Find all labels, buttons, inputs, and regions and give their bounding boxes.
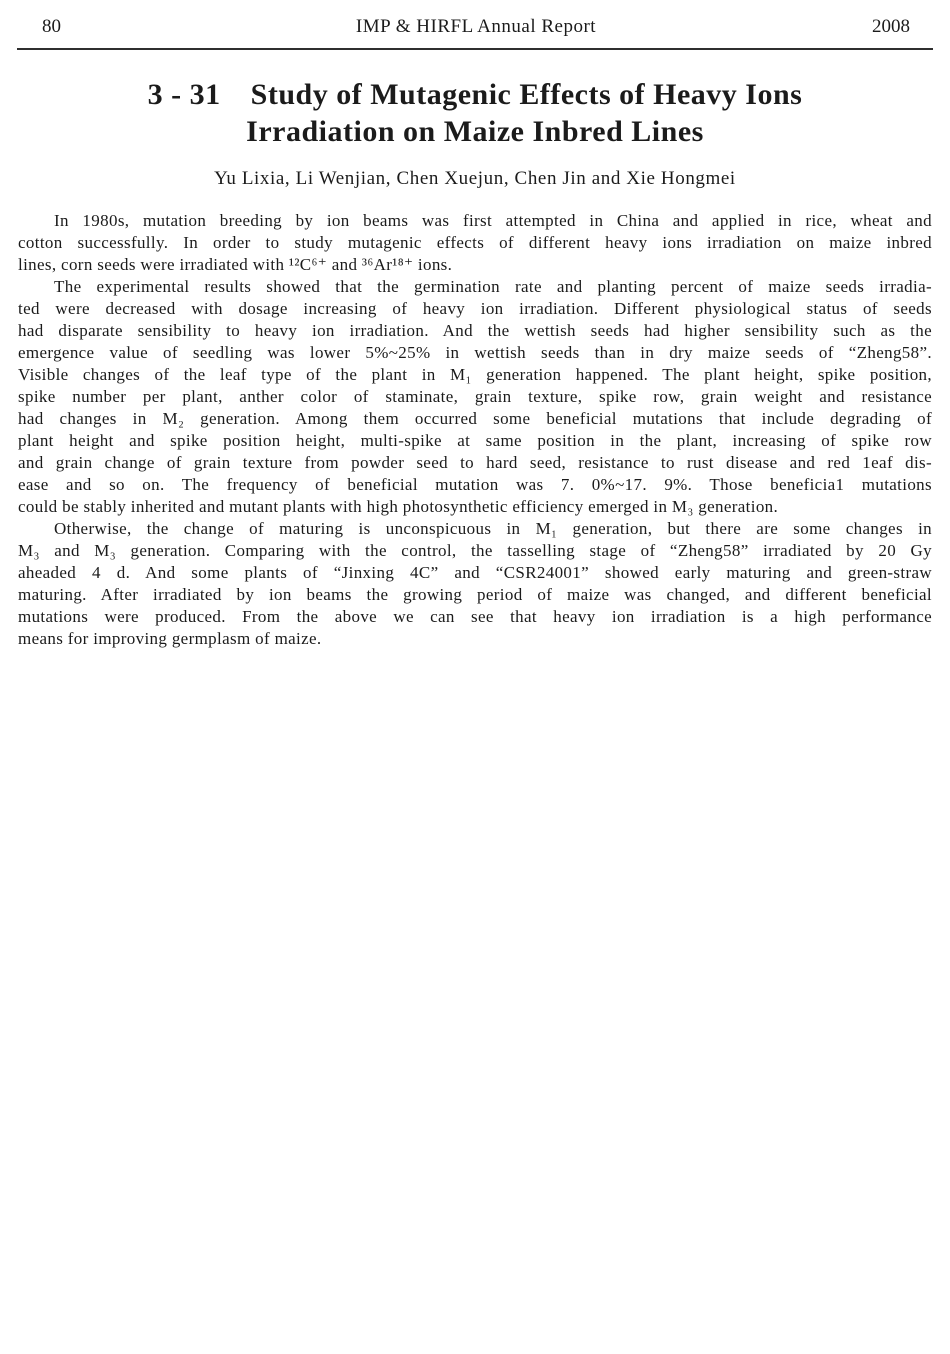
journal-title: IMP & HIRFL Annual Report <box>355 16 597 37</box>
header-rule <box>17 48 933 50</box>
paragraph <box>18 276 932 518</box>
page-number: 80 <box>42 16 61 37</box>
text-line: mutations were produced. From the above we can see that heavy ion irradiation is a high performance <box>18 607 932 626</box>
text-line: ted were decreased with dosage increasing of heavy ion irradiation. Different physiological status of seeds <box>18 299 932 318</box>
text-line: The experimental results showed that the germination rate and planting percent of maize seeds irradia- <box>54 277 932 296</box>
text-line: spike number per plant, anther color of staminate, grain texture, spike row, grain weight and resistance <box>18 387 932 406</box>
running-header <box>0 0 950 38</box>
text-line: and grain change of grain texture from powder seed to hard seed, resistance to rust disease and red 1eaf dis- <box>18 453 932 472</box>
author-list: Yu Lixia, Li Wenjian, Chen Xuejun, Chen Jin and Xie Hongmei <box>214 168 736 189</box>
text-line: ease and so on. The frequency of beneficial mutation was 7. 0%~17. 9%. Those beneficia1 mutations <box>18 475 932 494</box>
article-body <box>18 210 932 650</box>
article-title-line-2: Irradiation on Maize Inbred Lines <box>246 115 704 148</box>
text-line: lines, corn seeds were irradiated with ¹²C⁶⁺ and ³⁶Ar¹⁸⁺ ions. <box>18 255 453 274</box>
text-line: had disparate sensibility to heavy ion irradiation. And the wettish seeds had higher sensibility such as the <box>18 321 932 340</box>
text-line: maturing. After irradiated by ion beams the growing period of maize was changed, and different beneficial <box>18 585 932 604</box>
text-line: means for improving germplasm of maize. <box>18 629 322 648</box>
article-title-line-1 <box>0 76 950 113</box>
text-line: could be stably inherited and mutant plants with high photosynthetic efficiency emerged in M₃ generation. <box>18 497 779 516</box>
text-line: had changes in M₂ generation. Among them occurred some beneficial mutations that include degrading of <box>18 409 932 428</box>
article-title <box>0 76 950 150</box>
paragraph <box>18 210 932 276</box>
text-line: cotton successfully. In order to study mutagenic effects of different heavy ions irradiation on maize inbred <box>18 233 932 252</box>
article-number: 3 - 31 <box>147 78 221 111</box>
article-title-text-1: Study of Mutagenic Effects of Heavy Ions <box>250 78 803 111</box>
text-line: emergence value of seedling was lower 5%~25% in wettish seeds than in dry maize seeds of “Zheng58”. <box>18 343 932 362</box>
text-line: M₃ and M₃ generation. Comparing with the control, the tasselling stage of “Zheng58” irradiated by 20 Gy <box>18 541 932 560</box>
text-line: aheaded 4 d. And some plants of “Jinxing 4C” and “CSR24001” showed early maturing and green-straw <box>18 563 932 582</box>
report-year: 2008 <box>872 16 910 37</box>
paragraph <box>18 518 932 650</box>
text-line: Otherwise, the change of maturing is unconspicuous in M₁ generation, but there are some changes in <box>54 519 932 538</box>
text-line: plant height and spike position height, multi-spike at same position in the plant, increasing of spike row <box>18 431 932 450</box>
text-line: In 1980s, mutation breeding by ion beams was first attempted in China and applied in rice, wheat and <box>54 211 932 230</box>
text-line: Visible changes of the leaf type of the plant in M₁ generation happened. The plant height, spike position, <box>18 365 932 384</box>
